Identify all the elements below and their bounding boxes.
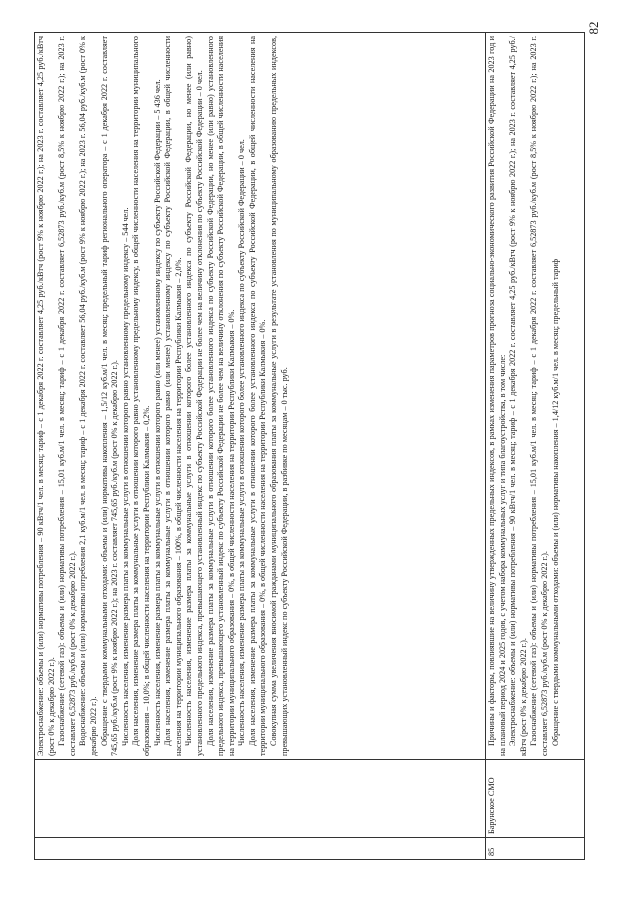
paragraph: Доля населения, изменение размера платы за коммунальные услуги в отношении которого более установленного индекса по субъекту Российской Федерации, но менее (или равно) установленного предельного индекса, превышающего установленный индекс по субъекту Российской Федерации не более чем на величину отклонения по субъекту Российской Федерации, в общей численности населения на территории муниципального образования – 0%, в общей численности населения на территории Республики Калмыкия – 0%. xyxy=(205,36,236,756)
paragraph: Численность населения, изменение размера платы за коммунальные услуги в отношении которого более установленного индекса по субъекту Российской Федерации – 0 чел. xyxy=(237,139,247,746)
paragraph: Газоснабжение (сетевой газ): объемы и (или) нормативы потребления – 15,01 куб.м/1 чел. в месяц; тариф – с 1 декабря 2022 г. составляет 6,52873 руб./куб.м (рост 8,5% к ноябрю 2022 г.); на 2023 г. составляет 6,52873 руб./куб.м (рост 0% к декабрю 2022 г.). xyxy=(529,36,549,756)
page-number: 82 xyxy=(586,21,601,35)
row-number-cell xyxy=(35,838,486,860)
document-sheet xyxy=(34,32,582,860)
table-row xyxy=(35,33,486,860)
paragraph: Газоснабжение (сетевой газ): объемы и (или) нормативы потребления – 15,01 куб.м/1 чел. в месяц; тариф – с 1 декабря 2022 г. составляет 6,52873 руб./куб.м (рост 8,5% к ноябрю 2022 г.); на 2023 г. составляет 6,52873 руб./куб.м (рост 0% к декабрю 2022 г.). xyxy=(57,36,77,756)
paragraph: Доля населения, изменение размера платы за коммунальные услуги в отношении которого более установленного индекса по субъекту Российской Федерации, в общей численности населения на территории муниципального образования – 0%, в общей численности населения на территории Республики Калмыкия – 0%. xyxy=(247,36,268,756)
paragraph: Совокупная сумма увеличения вносимой гражданами муниципального образования платы за коммунальные услуги в результате установления по муниципальному образованию предельных индексов, превышающих установленный индекс по субъекту Российской Федерации, в разбивке по месяцам – 0 тыс. руб. xyxy=(269,36,289,756)
municipality-name-cell: Барунское СМО xyxy=(486,760,585,838)
paragraph: Численность населения, изменение размера платы за коммунальные услуги в отношении которого более установленного индекса по субъекту Российской Федерации, но менее (или равно) установленного предельного индекса, превышающего установленный индекс по субъекту Российской Федерации не более чем на величину отклонения по субъекту Российской Федерации – 0 чел. xyxy=(184,36,204,756)
paragraph: Водоснабжение: объемы и (или) нормативы потребления 2,1 куб.м/1 чел. в месяц; тариф – с 1 декабря 2022 г. составляет 56,04 руб./куб.м (рост 9% к ноябрю 2022 г.); на 2023 г. 56,04 руб./куб.м (рост 0% к декабрю 2022 г.). xyxy=(78,36,98,756)
paragraph: Обращение с твердыми коммунальными отходами: объемы и (или) нормативы накопления – 1,4/12 куб.м/1 чел. в месяц; предельный тариф xyxy=(550,258,560,746)
row-number-cell: 85 xyxy=(486,838,585,860)
paragraph: Доля населения, изменение размера платы за коммунальные услуги в отношении которого равно (или менее) установленному индексу по субъекту Российской Федерации, в общей численности населения на территории муниципального образования – 100%, в общей численности населения на территории Республики Калмыкия – 2,0%. xyxy=(163,36,183,756)
paragraph: Численность населения, изменение размера платы за коммунальные услуги в отношении которого равно установленному предельному индексу – 544 чел. xyxy=(120,207,130,746)
tariff-table xyxy=(34,32,585,860)
paragraph: Электроснабжение: объемы и (или) нормативы потребления – 90 кВтч/1 чел. в месяц; тариф – с 1 декабря 2022 г. составляет 4,25 руб./кВтч (рост 9% к ноябрю 2022 г.); на 2023 г. составляет 4,25 руб./кВтч (рост 0% к декабрю 2022 г.). xyxy=(508,36,528,756)
paragraph: Обращение с твердыми коммунальными отходами: объемы и (или) нормативы накопления – 1,5/12 куб.м/1 чел. в месяц; предельный тариф регионального оператора – с 1 декабря 2022 г. составляет 745,65 руб./куб.м (рост 9% к ноябрю 2022 г.); на 2023 г. составляет 745,65 руб./куб.м (рост 0% к декабрю 2022 г.). xyxy=(99,36,120,756)
description-cell xyxy=(35,33,486,760)
description-cell xyxy=(486,33,585,760)
paragraph: Численность населения, изменение размера платы за коммунальные услуги в отношении которого равно (или менее) установленному индексу по субъекту Российской Федерации – 5 436 чел. xyxy=(152,79,162,746)
paragraph: Причины и факторы, повлиявшие на величину утвержденных предельных индексов, в рамках изменения параметров прогноза социально-экономического развития Российской Федерации на 2023 год и на плановый период 2024 и 2025 годов, с учетом набора коммунальных услуг и типа благоустройства, в том числе: xyxy=(487,36,507,756)
paragraph: Доля населения, изменение размера платы за коммунальные услуги в отношении которого равно установленному предельному индексу, в общей численности населения на территории муниципального образования – 10,0%; в общей численности населения на территории Республики Калмыкия – 0,2%. xyxy=(131,36,151,756)
municipality-name-cell xyxy=(35,760,486,838)
table-row xyxy=(486,33,585,860)
paragraph: Электроснабжение: объемы и (или) нормативы потребления – 90 кВтч/1 чел. в месяц; тариф – с 1 декабря 2022 г. составляет 4,25 руб./кВтч (рост 9% к ноябрю 2022 г.); на 2023 г. составляет 4,25 руб./кВтч (рост 0% к декабрю 2022 г.). xyxy=(36,36,56,756)
